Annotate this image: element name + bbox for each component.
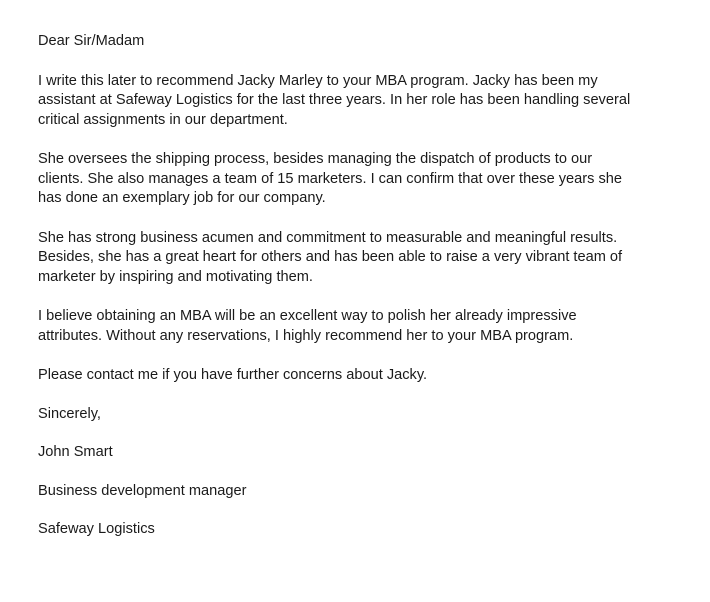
closing-request: Please contact me if you have further concerns about Jacky. bbox=[38, 367, 428, 383]
paragraph-endorsement bbox=[38, 307, 698, 346]
paragraph-recommendation bbox=[38, 72, 698, 131]
signer-name: John Smart bbox=[38, 444, 113, 460]
signer-company: Safeway Logistics bbox=[38, 521, 155, 537]
valediction: Sincerely, bbox=[38, 405, 101, 422]
signer-title: Business development manager bbox=[38, 482, 247, 499]
paragraph-line: Besides, she has a great heart for others and has been able to raise a very vibrant team of bbox=[38, 249, 623, 265]
paragraph-line: critical assignments in our department. bbox=[38, 111, 288, 128]
paragraph-responsibilities bbox=[38, 150, 698, 209]
paragraph-line: marketer by inspiring and motivating them. bbox=[38, 268, 313, 285]
paragraph-line: She has strong business acumen and commitment to measurable and meaningful results. bbox=[38, 229, 618, 246]
paragraph-line: assistant at Safeway Logistics for the last three years. In her role has been handling several bbox=[38, 92, 631, 108]
paragraph-line: clients. She also manages a team of 15 marketers. I can confirm that over these years she bbox=[38, 170, 623, 187]
letter-body bbox=[38, 32, 698, 540]
paragraph-line: I believe obtaining an MBA will be an excellent way to polish her already impressive bbox=[38, 308, 577, 324]
paragraph-line: I write this later to recommend Jacky Marley to your MBA program. Jacky has been my bbox=[38, 72, 598, 89]
salutation: Dear Sir/Madam bbox=[38, 33, 145, 49]
paragraph-qualities bbox=[38, 229, 698, 288]
paragraph-line: She oversees the shipping process, besides managing the dispatch of products to our bbox=[38, 151, 593, 167]
paragraph-line: has done an exemplary job for our company. bbox=[38, 190, 326, 206]
paragraph-line: attributes. Without any reservations, I highly recommend her to your MBA program. bbox=[38, 327, 574, 344]
